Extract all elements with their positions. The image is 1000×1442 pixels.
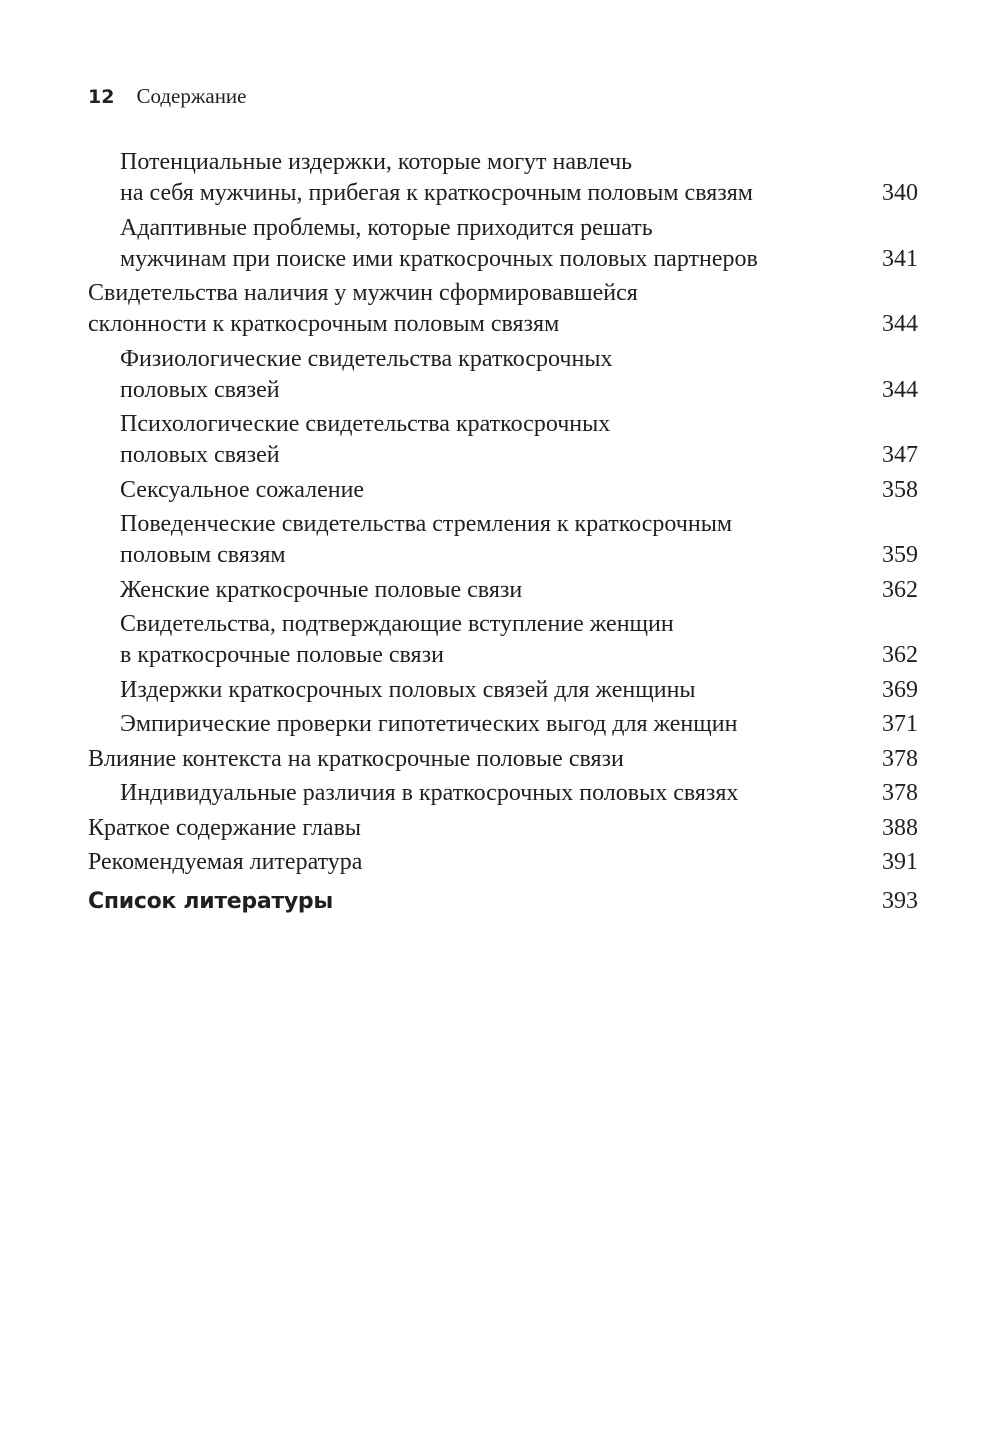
toc-entry-page: 344 xyxy=(882,376,918,403)
toc-entry-page: 371 xyxy=(882,711,918,737)
toc-entry-title: Сексуальное сожаление xyxy=(120,476,365,503)
toc-entry-title: Поведенческие свидетельства стремления к краткосрочным половым связям xyxy=(120,511,733,568)
toc-chapter-title: Список литературы xyxy=(88,889,333,914)
toc-entry[interactable] xyxy=(88,744,918,775)
toc-entry-page: 362 xyxy=(882,576,918,603)
toc-entry[interactable] xyxy=(88,509,918,571)
toc-entry-page: 391 xyxy=(882,849,918,875)
toc-entry[interactable] xyxy=(88,675,918,706)
toc-entry-page: 378 xyxy=(882,780,918,806)
toc-entry[interactable] xyxy=(88,344,918,406)
toc-entry-page: 378 xyxy=(882,745,918,772)
running-header xyxy=(88,84,247,109)
toc-entry-title: Издержки краткосрочных половых связей для женщины xyxy=(120,676,696,703)
toc-entry[interactable] xyxy=(88,778,918,809)
toc-entry-page: 347 xyxy=(882,442,918,468)
toc-entry-page: 340 xyxy=(882,180,918,206)
page-number: 12 xyxy=(88,86,115,108)
toc-chapter-entry[interactable] xyxy=(88,886,918,917)
toc-entry-title: Краткое содержание главы xyxy=(88,814,362,841)
toc-entry-title: Психологические свидетельства краткосрочных половых связей xyxy=(120,411,611,468)
toc-entry[interactable] xyxy=(88,475,918,506)
toc-entry[interactable] xyxy=(88,213,918,275)
toc-entry-page: 393 xyxy=(882,888,918,914)
toc-entry-title: Адаптивные проблемы, которые приходится решать мужчинам при поиске ими краткосрочных половых партнеров xyxy=(120,214,758,272)
toc-entry[interactable] xyxy=(88,147,918,209)
toc-entry-title: Рекомендуемая литература xyxy=(88,849,363,875)
toc-entry[interactable] xyxy=(88,813,918,844)
toc-entry-title: Свидетельства наличия у мужчин сформировавшейся склонности к краткосрочным половым связям xyxy=(88,280,638,337)
toc-entry-title: Физиологические свидетельства краткосрочных половых связей xyxy=(120,345,613,403)
toc-entry[interactable] xyxy=(88,409,918,471)
toc-entry[interactable] xyxy=(88,575,918,606)
toc-entry-page: 358 xyxy=(882,476,918,503)
toc-entry-title: Влияние контекста на краткосрочные половые связи xyxy=(88,745,624,772)
toc-entry-title: Женские краткосрочные половые связи xyxy=(120,576,523,603)
toc-entry[interactable] xyxy=(88,709,918,740)
toc-entry-page: 362 xyxy=(882,642,918,668)
toc-entry-title: Эмпирические проверки гипотетических выгод для женщин xyxy=(120,711,738,737)
toc-entry[interactable] xyxy=(88,278,918,340)
toc-entry-page: 359 xyxy=(882,542,918,568)
toc-entry-page: 341 xyxy=(882,245,918,272)
toc-entry-page: 388 xyxy=(882,814,918,841)
running-title: Содержание xyxy=(136,84,247,108)
toc-entry-title: Свидетельства, подтверждающие вступление женщин в краткосрочные половые связи xyxy=(120,611,674,668)
table-of-contents xyxy=(88,147,918,921)
toc-entry[interactable] xyxy=(88,847,918,878)
toc-entry-page: 369 xyxy=(882,676,918,703)
toc-entry-title: Потенциальные издержки, которые могут навлечь на себя мужчины, прибегая к краткосрочным половым связям xyxy=(120,149,753,206)
toc-entry-title: Индивидуальные различия в краткосрочных половых связях xyxy=(120,780,739,806)
toc-entry[interactable] xyxy=(88,609,918,671)
toc-entry-page: 344 xyxy=(882,311,918,337)
